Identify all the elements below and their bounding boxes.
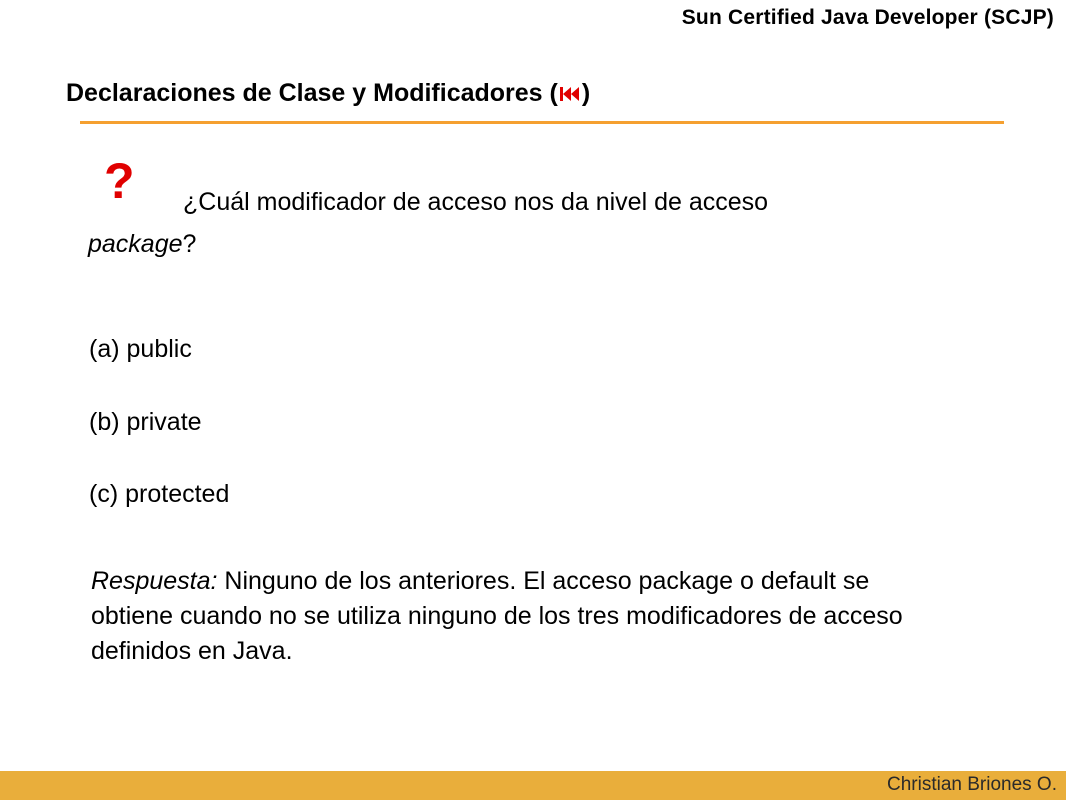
option-text: private xyxy=(126,408,202,436)
question-text xyxy=(88,181,968,265)
option-letter: (a) xyxy=(89,335,120,363)
slide-title xyxy=(66,79,590,109)
answer-text xyxy=(91,564,951,669)
question-term: package xyxy=(88,230,183,258)
option-text: protected xyxy=(125,480,230,508)
option-c[interactable] xyxy=(89,480,229,509)
header-title: Sun Certified Java Developer (SCJP) xyxy=(681,6,1054,29)
slide-title-suffix: ) xyxy=(581,79,591,107)
question-start: ¿Cuál modificador de acceso nos da nivel de acceso xyxy=(183,188,769,216)
slide-title-prefix: Declaraciones de Clase y Modificadores ( xyxy=(66,79,558,107)
question-end: ? xyxy=(182,230,197,258)
author-name: Christian Briones O. xyxy=(886,774,1057,795)
answer-label: Respuesta: xyxy=(91,567,218,595)
option-a[interactable] xyxy=(89,335,192,364)
question-mark-icon: ? xyxy=(104,153,135,209)
footer-bar xyxy=(0,771,1066,800)
option-letter: (c) xyxy=(89,480,119,508)
option-b[interactable] xyxy=(89,408,202,437)
option-text: public xyxy=(126,335,192,363)
skip-back-icon[interactable] xyxy=(560,80,580,109)
title-divider xyxy=(80,121,1004,124)
answer-body: Ninguno de los anteriores. El acceso package o default se obtiene cuando no se utiliza ninguno de los tres modificadores de acceso definidos en Java. xyxy=(91,567,903,665)
option-letter: (b) xyxy=(89,408,120,436)
